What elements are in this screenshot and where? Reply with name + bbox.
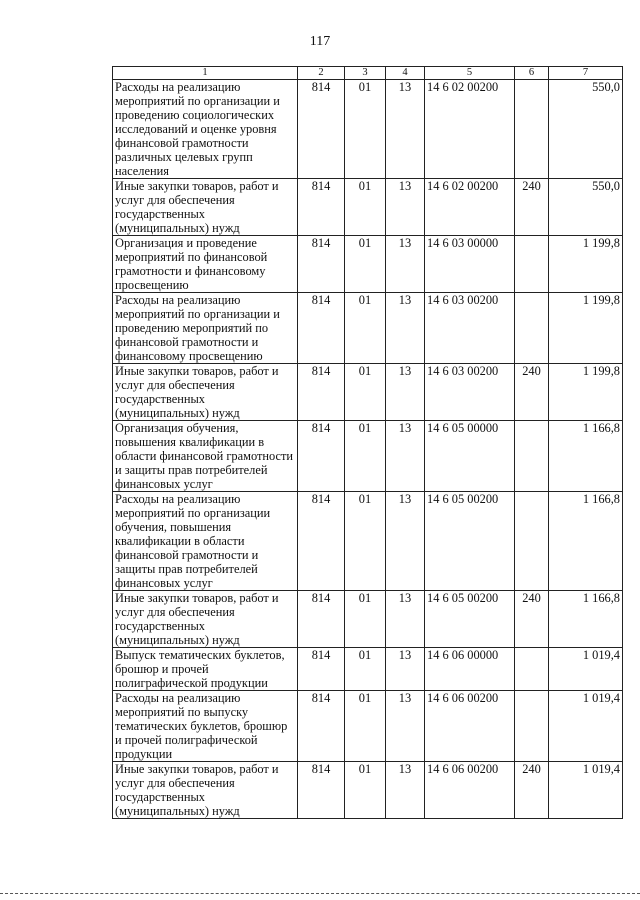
header-col-4: 4 xyxy=(386,67,425,80)
cell-subsection-code: 13 xyxy=(386,691,425,762)
cell-subsection-code: 13 xyxy=(386,492,425,591)
cell-target-article: 14 6 05 00000 xyxy=(425,421,515,492)
cell-target-article: 14 6 05 00200 xyxy=(425,591,515,648)
header-col-7: 7 xyxy=(549,67,623,80)
header-col-6: 6 xyxy=(515,67,549,80)
cell-subsection-code: 13 xyxy=(386,179,425,236)
cell-department-code: 814 xyxy=(298,648,345,691)
cell-subsection-code: 13 xyxy=(386,421,425,492)
cell-amount: 1 199,8 xyxy=(549,293,623,364)
cell-section-code: 01 xyxy=(345,691,386,762)
cell-expense-name: Расходы на реализацию мероприятий по организации и проведению социологических исследований и оценке уровня финансовой грамотности различных целевых групп населения xyxy=(113,80,298,179)
cell-subsection-code: 13 xyxy=(386,648,425,691)
cell-amount: 1 166,8 xyxy=(549,591,623,648)
cell-section-code: 01 xyxy=(345,364,386,421)
cell-subsection-code: 13 xyxy=(386,236,425,293)
cell-amount: 1 019,4 xyxy=(549,762,623,819)
page-number: 117 xyxy=(309,34,331,49)
cell-expense-name: Иные закупки товаров, работ и услуг для обеспечения государственных (муниципальных) нужд xyxy=(113,591,298,648)
cell-section-code: 01 xyxy=(345,762,386,819)
cell-section-code: 01 xyxy=(345,80,386,179)
cell-section-code: 01 xyxy=(345,421,386,492)
cell-department-code: 814 xyxy=(298,492,345,591)
cell-department-code: 814 xyxy=(298,591,345,648)
cell-expense-type xyxy=(515,236,549,293)
cell-amount: 550,0 xyxy=(549,179,623,236)
cell-department-code: 814 xyxy=(298,80,345,179)
table-row xyxy=(113,364,623,421)
cell-section-code: 01 xyxy=(345,236,386,293)
table-row xyxy=(113,691,623,762)
cell-expense-name: Иные закупки товаров, работ и услуг для обеспечения государственных (муниципальных) нужд xyxy=(113,762,298,819)
page-bottom-edge xyxy=(0,893,640,894)
cell-section-code: 01 xyxy=(345,179,386,236)
cell-target-article: 14 6 06 00000 xyxy=(425,648,515,691)
cell-department-code: 814 xyxy=(298,236,345,293)
cell-expense-type: 240 xyxy=(515,364,549,421)
table-row xyxy=(113,179,623,236)
cell-subsection-code: 13 xyxy=(386,591,425,648)
cell-amount: 1 019,4 xyxy=(549,648,623,691)
cell-subsection-code: 13 xyxy=(386,364,425,421)
cell-target-article: 14 6 05 00200 xyxy=(425,492,515,591)
cell-department-code: 814 xyxy=(298,691,345,762)
budget-table xyxy=(112,66,623,819)
cell-expense-name: Иные закупки товаров, работ и услуг для обеспечения государственных (муниципальных) нужд xyxy=(113,179,298,236)
cell-amount: 1 166,8 xyxy=(549,421,623,492)
cell-amount: 1 019,4 xyxy=(549,691,623,762)
cell-expense-type: 240 xyxy=(515,591,549,648)
cell-target-article: 14 6 03 00000 xyxy=(425,236,515,293)
header-col-1: 1 xyxy=(113,67,298,80)
cell-amount: 1 166,8 xyxy=(549,492,623,591)
table-header-row xyxy=(113,67,623,80)
cell-department-code: 814 xyxy=(298,179,345,236)
header-col-5: 5 xyxy=(425,67,515,80)
table-row xyxy=(113,293,623,364)
cell-section-code: 01 xyxy=(345,293,386,364)
cell-target-article: 14 6 02 00200 xyxy=(425,179,515,236)
table-row xyxy=(113,421,623,492)
cell-expense-name: Выпуск тематических буклетов, брошюр и прочей полиграфической продукции xyxy=(113,648,298,691)
cell-expense-name: Расходы на реализацию мероприятий по организации и проведению мероприятий по финансовой грамотности и финансовому просвещению xyxy=(113,293,298,364)
cell-expense-type xyxy=(515,80,549,179)
cell-section-code: 01 xyxy=(345,648,386,691)
cell-expense-name: Расходы на реализацию мероприятий по организации обучения, повышения квалификации в области финансовой грамотности и защиты прав потребителей финансовых услуг xyxy=(113,492,298,591)
cell-expense-type xyxy=(515,421,549,492)
cell-target-article: 14 6 06 00200 xyxy=(425,691,515,762)
cell-target-article: 14 6 03 00200 xyxy=(425,293,515,364)
cell-department-code: 814 xyxy=(298,293,345,364)
cell-target-article: 14 6 02 00200 xyxy=(425,80,515,179)
cell-department-code: 814 xyxy=(298,421,345,492)
cell-expense-name: Организация и проведение мероприятий по финансовой грамотности и финансовому просвещению xyxy=(113,236,298,293)
cell-section-code: 01 xyxy=(345,492,386,591)
cell-expense-name: Иные закупки товаров, работ и услуг для обеспечения государственных (муниципальных) нужд xyxy=(113,364,298,421)
cell-target-article: 14 6 03 00200 xyxy=(425,364,515,421)
cell-expense-name: Организация обучения, повышения квалификации в области финансовой грамотности и защиты прав потребителей финансовых услуг xyxy=(113,421,298,492)
table-row xyxy=(113,591,623,648)
header-col-3: 3 xyxy=(345,67,386,80)
header-col-2: 2 xyxy=(298,67,345,80)
cell-expense-name: Расходы на реализацию мероприятий по выпуску тематических буклетов, брошюр и прочей полиграфической продукции xyxy=(113,691,298,762)
cell-expense-type xyxy=(515,648,549,691)
table-row xyxy=(113,492,623,591)
cell-department-code: 814 xyxy=(298,762,345,819)
cell-subsection-code: 13 xyxy=(386,762,425,819)
table-row xyxy=(113,762,623,819)
cell-subsection-code: 13 xyxy=(386,80,425,179)
table-row xyxy=(113,236,623,293)
cell-section-code: 01 xyxy=(345,591,386,648)
cell-target-article: 14 6 06 00200 xyxy=(425,762,515,819)
cell-expense-type xyxy=(515,492,549,591)
cell-expense-type xyxy=(515,293,549,364)
cell-expense-type: 240 xyxy=(515,762,549,819)
cell-amount: 1 199,8 xyxy=(549,236,623,293)
cell-amount: 1 199,8 xyxy=(549,364,623,421)
table-row xyxy=(113,648,623,691)
cell-subsection-code: 13 xyxy=(386,293,425,364)
cell-department-code: 814 xyxy=(298,364,345,421)
cell-amount: 550,0 xyxy=(549,80,623,179)
cell-expense-type xyxy=(515,691,549,762)
cell-expense-type: 240 xyxy=(515,179,549,236)
table-row xyxy=(113,80,623,179)
